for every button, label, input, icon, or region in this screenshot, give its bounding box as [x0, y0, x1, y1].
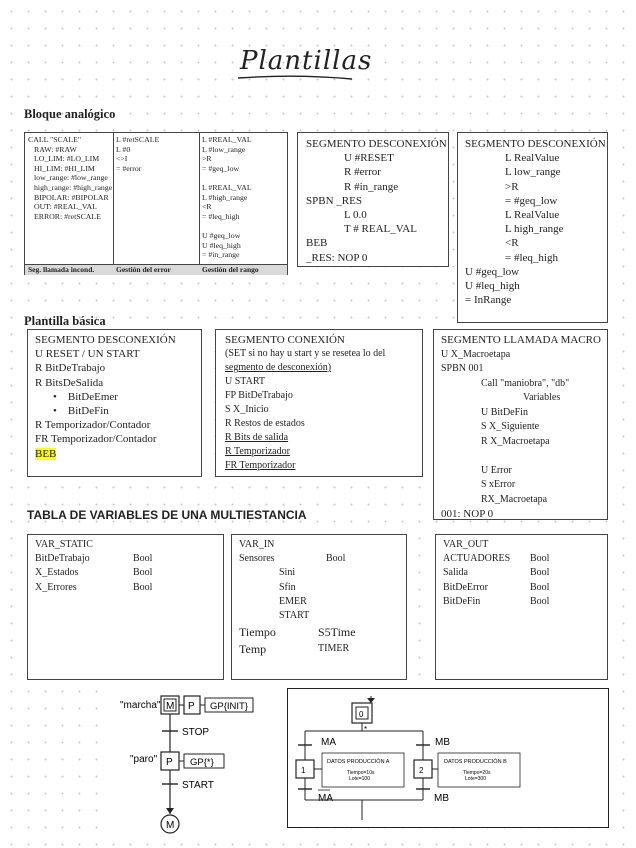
code-line: RAW: #RAW	[34, 144, 77, 154]
page-title: Plantillas	[240, 46, 373, 76]
code-line: FR Temporizador/Contador	[35, 433, 157, 446]
code-line: L #low_range	[202, 144, 246, 154]
var-type: S5Time	[318, 625, 356, 640]
code-line: >R	[202, 154, 212, 164]
datos-b-line2: Lote=300	[465, 776, 486, 782]
gp-star-label: GP{*}	[190, 757, 214, 768]
datos-a-line2: Lote=100	[349, 776, 370, 782]
analog-col2	[116, 135, 159, 173]
code-line: R #in_range	[344, 180, 399, 193]
code-line	[202, 173, 252, 183]
code-line: = #leq_high	[505, 251, 558, 264]
analog-disconnect-box-2	[457, 132, 608, 323]
code-line: U X_Macroetapa	[441, 348, 511, 360]
analog-table	[24, 132, 288, 275]
code-line: U BitDeFin	[481, 406, 528, 418]
var-static-box	[27, 534, 224, 680]
code-line: L RealValue	[505, 152, 560, 165]
var-name: ACTUADORES	[443, 553, 511, 565]
var-title: VAR_IN	[239, 539, 275, 550]
gp-init-label: GP{INIT}	[210, 701, 249, 712]
code-line: = #error	[116, 163, 142, 173]
code-line: = InRange	[465, 294, 512, 307]
segment-title: SEGMENTO DESCONEXIÓN	[306, 138, 447, 150]
var-type: TIMER	[318, 643, 350, 655]
code-line: T # REAL_VAL	[344, 223, 417, 236]
footer-label: Seg. llamada incond.	[28, 265, 95, 274]
var-in-box	[231, 534, 407, 680]
code-line: low_range: #low_range	[34, 173, 108, 183]
footer-label: Gestión del error	[116, 265, 171, 274]
code-line: Call "maniobra", "db"	[481, 377, 570, 389]
star-label: *	[364, 725, 368, 734]
var-name: Tiempo	[239, 625, 276, 640]
code-line: S X_Siguiente	[481, 421, 540, 432]
code-line: R BitsDeSalida	[35, 376, 104, 389]
bullet-item: • BitDeFin	[53, 404, 109, 417]
analog-disconnect-box-1	[297, 132, 449, 267]
code-line: high_range: #high_range	[34, 182, 113, 192]
code-line: L high_range	[505, 223, 564, 236]
code-line: 001: NOP 0	[441, 508, 494, 520]
code-line: <R	[505, 237, 519, 250]
step-1-label: 1	[301, 766, 306, 775]
var-type: Bool	[326, 553, 346, 565]
analog-col3	[202, 135, 252, 260]
code-line: U #leq_high	[202, 240, 241, 250]
multi-heading: TABLA DE VARIABLES DE UNA MULTIESTANCIA	[27, 508, 307, 522]
code-line: BEB	[306, 237, 328, 250]
code-line: R BitDeTrabajo	[35, 362, 106, 375]
code-line: = #geq_low	[202, 163, 240, 173]
code-line: HI_LIM: #HI_LIM	[34, 163, 95, 173]
code-line: = #leq_high	[202, 211, 240, 221]
code-line: R Temporizador	[225, 446, 290, 457]
code-line: OUT: #REAL_VAL	[34, 202, 97, 212]
mb-bar-label: MB	[434, 793, 449, 804]
ma-label: MA	[321, 737, 336, 748]
var-sub: EMER	[279, 595, 307, 607]
var-type: Bool	[530, 553, 550, 565]
code-line: R X_Macroetapa	[481, 435, 550, 447]
code-line: U #leq_high	[465, 279, 520, 292]
motor-label: M	[166, 820, 175, 831]
bullet-text: BitDeFin	[67, 404, 109, 417]
basic-disconnect-box	[27, 329, 202, 477]
basic-heading: Plantilla básica	[24, 314, 106, 328]
basic-connect-box	[215, 329, 423, 477]
analog-footer	[25, 264, 287, 275]
segment-title: SEGMENTO LLAMADA MACRO	[441, 334, 601, 346]
var-name: BitDeError	[443, 581, 488, 593]
code-line: U RESET / UN START	[35, 348, 140, 361]
note-line: (SET si no hay u start y se resetea lo del	[225, 348, 386, 359]
code-line: CALL "SCALE"	[28, 135, 82, 144]
code-line: SPBN _RES	[306, 194, 362, 207]
code-line: U #geq_low	[465, 265, 520, 278]
code-line: R Restos de estados	[225, 418, 305, 429]
code-line: U Error	[481, 464, 512, 476]
var-title: VAR_OUT	[443, 539, 489, 550]
segment-title: SEGMENTO DESCONEXIÓN	[35, 334, 176, 346]
step-0-label: 0	[359, 710, 364, 719]
var-name: BitDeFin	[443, 595, 481, 607]
code-line: L 0.0	[344, 208, 367, 221]
code-line: L #REAL_VAL	[202, 135, 252, 144]
code-line: L low_range	[505, 166, 561, 179]
code-line: RX_Macroetapa	[481, 493, 548, 505]
code-line: LO_LIM: #LO_LIM	[34, 154, 100, 164]
step-p-label: P	[188, 701, 195, 712]
code-line: S xError	[481, 479, 516, 490]
var-name: X_Errores	[35, 581, 77, 593]
var-name: X_Estados	[35, 567, 79, 579]
code-line: FR Temporizador	[225, 460, 296, 471]
step-2-label: 2	[419, 766, 424, 775]
datos-b-line1: Tiempo=20s	[463, 770, 491, 776]
var-out-box	[435, 534, 608, 680]
bullet-item: • BitDeEmer	[53, 390, 118, 403]
code-line: R #error	[344, 166, 381, 179]
grafcet-macro-diagram	[110, 690, 285, 840]
paro-label: "paro"	[130, 754, 158, 765]
datos-b-title: DATOS PRODUCCIÓN B	[444, 759, 507, 765]
code-line: L #retSCALE	[116, 135, 160, 144]
var-name: Temp	[239, 642, 267, 657]
code-line: L #REAL_VAL	[202, 182, 252, 192]
code-line: L RealValue	[505, 208, 560, 221]
var-type: Bool	[530, 595, 550, 607]
code-line	[202, 221, 252, 231]
step-m-label: M	[166, 701, 175, 712]
basic-macro-box	[433, 329, 608, 520]
code-line: >R	[505, 180, 519, 193]
code-line: R Temporizador/Contador	[35, 419, 151, 432]
var-sub: START	[279, 609, 310, 621]
var-type: Bool	[133, 581, 153, 593]
title-underline	[236, 74, 356, 82]
code-line: <>I	[116, 154, 128, 164]
start-label: START	[182, 780, 214, 791]
code-line: S X_Inicio	[225, 404, 269, 415]
segment-title: SEGMENTO CONEXIÓN	[225, 334, 345, 346]
highlighted-code: BEB	[35, 447, 57, 460]
analog-col1	[28, 135, 112, 221]
ma-bar-label: MA	[318, 793, 333, 804]
code-line: = #in_range	[202, 250, 240, 260]
var-type: Bool	[530, 567, 550, 579]
code-line: U #geq_low	[202, 230, 241, 240]
var-name: Sensores	[239, 553, 275, 565]
var-type: Bool	[530, 581, 550, 593]
var-name: BitDeTrabajo	[35, 553, 90, 565]
mb-label: MB	[435, 737, 450, 748]
code-line: FP BitDeTrabajo	[225, 390, 293, 401]
datos-a-title: DATOS PRODUCCIÓN A	[327, 759, 390, 765]
var-sub: Sini	[279, 567, 296, 579]
code-line: ERROR: #retSCALE	[34, 211, 101, 221]
var-title: VAR_STATIC	[35, 539, 93, 550]
code-line: Variables	[523, 392, 561, 403]
code-line: R Bits de salida	[225, 432, 289, 443]
datos-a-line1: Tiempo=10s	[347, 770, 375, 776]
marcha-label: "marcha"	[120, 700, 161, 711]
code-line: U #RESET	[344, 152, 394, 165]
code-line: L #0	[116, 144, 131, 154]
var-sub: Sfin	[279, 581, 296, 593]
step-p2-label: P	[166, 757, 173, 768]
code-line: <R	[202, 202, 212, 212]
code-line: = #geq_low	[505, 194, 558, 207]
code-line: U START	[225, 376, 265, 387]
segment-title: SEGMENTO DESCONEXIÓN	[465, 138, 606, 150]
var-type: Bool	[133, 567, 153, 579]
code-line: L #high_range	[202, 192, 248, 202]
bullet-text: BitDeEmer	[67, 390, 118, 403]
stop-label: STOP	[182, 727, 210, 738]
grafcet-selection-diagram	[287, 688, 609, 828]
var-name: Salida	[443, 567, 468, 579]
analog-heading: Bloque analógico	[24, 107, 116, 121]
note-line: segmento de desconexión)	[225, 362, 332, 373]
var-type: Bool	[133, 553, 153, 565]
footer-label: Gestión del rango	[202, 265, 259, 274]
code-line: BIPOLAR: #BIPOLAR	[34, 192, 109, 202]
code-line: SPBN 001	[441, 363, 484, 374]
code-line: _RES: NOP 0	[306, 251, 368, 264]
